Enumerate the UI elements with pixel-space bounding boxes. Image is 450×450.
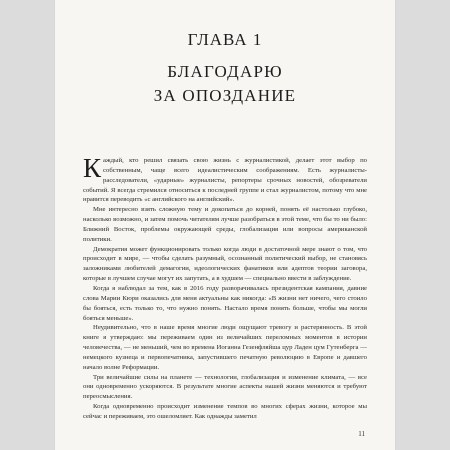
paragraph-text: аждый, кто решил связать свою жизнь с журналистикой, делает этот выбор по собственным, чаще всего идеалистическим соображениям. Есть журналисты-расследователи, «ударные» журналисты, репортеры срочных новостей, обозреватели событий. Я всегда стремился относиться к последней группе и стал журналистом, потому что мне нравится переводить «с английского на английский».: [83, 157, 367, 204]
paragraph: Демократия может функционировать только когда люди в достаточной мере знают о том, что происходит в мире, — чтобы сделать разумный, осознанный политический выбор, не становясь заложниками любителей демагогии, идеологических фанатиков или адептов теории заговора, которые в лучшем случае могут их запутать, а в худшем — специально ввести в заблуждение.: [83, 245, 367, 283]
page-number: 11: [358, 430, 365, 438]
book-page: [55, 0, 395, 450]
chapter-title-line: ЗА ОПОЗДАНИЕ: [153, 86, 297, 105]
paragraph: Когда одновременно происходит изменение темпов во многих сферах жизни, которое мы сейчас и переживаем, это ошеломляет. Как однажды заметил: [83, 403, 367, 420]
paragraph: [83, 153, 367, 205]
chapter-label: ГЛАВА 1: [187, 30, 263, 49]
paragraph: Неудивительно, что в наше время многие люди ощущают тревогу и растерянность. В этой книге я утверждаю: мы переживаем один из величайших переломных моментов в истории человечества, — не меньший, чем во времена Иоганна Гезенфляйша цур Ладен цум Гутенберга — немецкого кузнеца и первопечатника, запустившего печатную революцию в Европе и давшего начало волне Реформации.: [83, 324, 367, 371]
drop-cap: К: [83, 153, 102, 183]
paragraph: Мне интересно взять сложную тему и докопаться до корней, понять её настолько глубоко, насколько возможно, и затем помочь читателям лучше разобраться в этой теме, что бы то ни было: Ближний Восток, проблемы окружающей среды, глобализация или вопросы американской политики.: [83, 206, 367, 243]
chapter-body: [83, 153, 367, 422]
paragraph: Три величайшие силы на планете — технологии, глобализация и изменение климата, — все они одновременно ускоряются. В результате многие аспекты нашей жизни меняются и требуют переосмысления.: [83, 373, 367, 401]
chapter-title-line: БЛАГОДАРЮ: [167, 62, 283, 81]
chapter-title: [55, 60, 395, 108]
paragraph: Когда я наблюдал за тем, как в 2016 году разворачивалась президентская кампания, давние слова Марии Кюри оказались для меня актуальны как никогда: «В жизни нет ничего, чего стоило бы бояться, есть только то, что нужно понять. Настало время понять больше, чтобы мы могли бояться меньше».: [83, 284, 367, 322]
